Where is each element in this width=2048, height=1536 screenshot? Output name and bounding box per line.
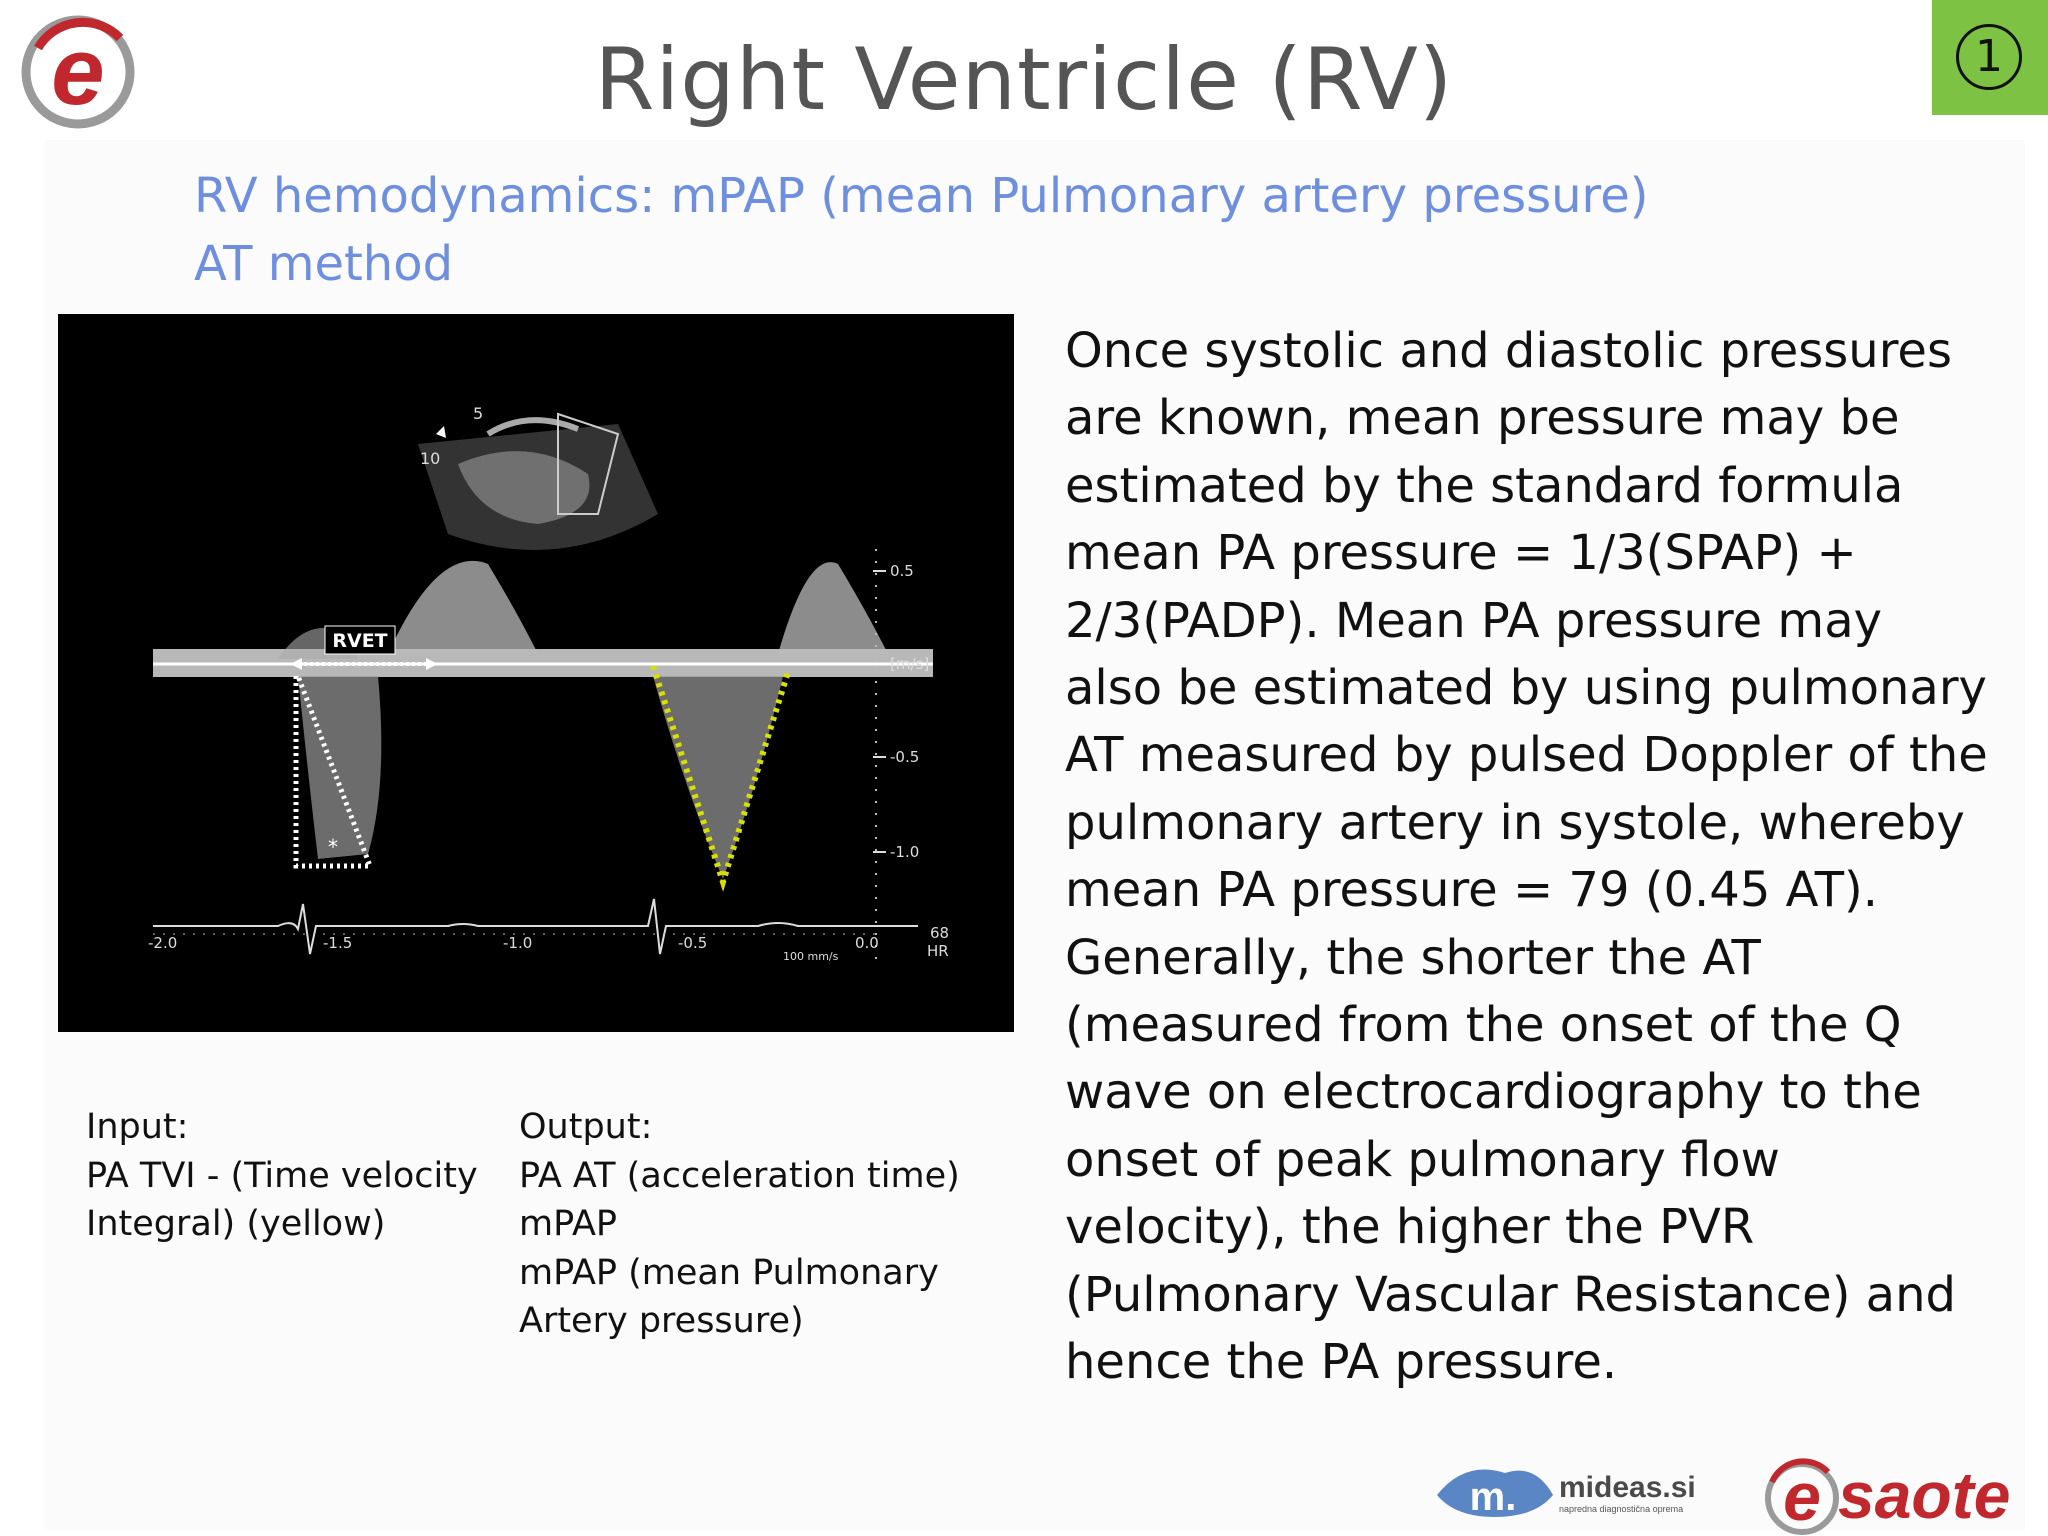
body-line: hence the PA pressure. bbox=[1065, 1334, 1618, 1391]
input-line: Integral) (yellow) bbox=[86, 1204, 386, 1244]
probe-label-10: 10 bbox=[420, 449, 441, 468]
esaote-logo bbox=[1760, 1450, 2030, 1536]
y-tick-unit: [m/s] bbox=[890, 655, 930, 673]
body-line: AT measured by pulsed Doppler of the bbox=[1065, 727, 1988, 784]
x-tick-minus-1.5: -1.5 bbox=[323, 934, 353, 952]
output-heading: Output: bbox=[519, 1107, 653, 1147]
subtitle-line-1: RV hemodynamics: mPAP (mean Pulmonary artery pressure) bbox=[194, 168, 1649, 224]
page-title: Right Ventricle (RV) bbox=[594, 30, 1454, 130]
output-line: Artery pressure) bbox=[519, 1301, 804, 1341]
y-tick-minus-0.5: -0.5 bbox=[890, 748, 920, 766]
body-line: pulmonary artery in systole, whereby bbox=[1065, 794, 1965, 851]
y-tick-0.5: 0.5 bbox=[890, 562, 914, 580]
esaote-wordmark: saote bbox=[1838, 1458, 2011, 1532]
page-number: 1 bbox=[1956, 24, 2022, 90]
x-tick-0.0: 0.0 bbox=[855, 934, 879, 952]
body-line: wave on electrocardiography to the bbox=[1065, 1064, 1922, 1121]
page-number-badge bbox=[1932, 0, 2048, 115]
output-line: PA AT (acceleration time) bbox=[519, 1155, 960, 1196]
output-block bbox=[519, 1103, 960, 1346]
asterisk-marker: * bbox=[328, 835, 338, 859]
mideas-tagline: napredna diagnostična oprema bbox=[1559, 1504, 1684, 1514]
body-paragraph bbox=[1065, 318, 2005, 1397]
input-line: PA TVI - (Time velocity bbox=[86, 1155, 478, 1196]
output-line: mPAP (mean Pulmonary bbox=[519, 1252, 939, 1293]
doppler-figure bbox=[58, 314, 1014, 1032]
logo-letter: e bbox=[51, 18, 105, 125]
mideas-name: mideas.si bbox=[1559, 1471, 1696, 1504]
esaote-e: e bbox=[1783, 1459, 1821, 1535]
sweep-speed: 100 mm/s bbox=[783, 950, 839, 963]
body-line: mean PA pressure = 79 (0.45 AT). bbox=[1065, 862, 1879, 919]
input-block bbox=[86, 1103, 478, 1249]
x-tick-minus-0.5: -0.5 bbox=[678, 934, 708, 952]
body-line: are known, mean pressure may be bbox=[1065, 390, 1900, 447]
output-line: mPAP bbox=[519, 1204, 618, 1244]
probe-label-5: 5 bbox=[473, 404, 484, 423]
body-line: velocity), the higher the PVR bbox=[1065, 1199, 1755, 1256]
body-line: (Pulmonary Vascular Resistance) and bbox=[1065, 1266, 1956, 1323]
body-line: Generally, the shorter the AT bbox=[1065, 929, 1761, 986]
subtitle bbox=[194, 162, 1648, 298]
body-line: (measured from the onset of the Q bbox=[1065, 997, 1902, 1054]
mideas-logo bbox=[1435, 1455, 1715, 1525]
body-line: mean PA pressure = 1/3(SPAP) + bbox=[1065, 525, 1857, 582]
body-line: estimated by the standard formula bbox=[1065, 457, 1904, 514]
y-tick-minus-1.0: -1.0 bbox=[890, 843, 920, 861]
input-heading: Input: bbox=[86, 1107, 189, 1147]
body-line: Once systolic and diastolic pressures bbox=[1065, 323, 1952, 379]
rvet-label: RVET bbox=[332, 630, 388, 652]
hr-value: 68 bbox=[930, 924, 950, 942]
subtitle-line-2: AT method bbox=[194, 236, 454, 292]
x-tick-minus-1.0: -1.0 bbox=[503, 934, 533, 952]
hr-label: HR bbox=[927, 942, 949, 960]
body-line: 2/3(PADP). Mean PA pressure may bbox=[1065, 592, 1883, 649]
body-line: also be estimated by using pulmonary bbox=[1065, 660, 1987, 717]
x-tick-minus-2.0: -2.0 bbox=[148, 934, 178, 952]
mideas-m: m. bbox=[1469, 1475, 1517, 1519]
body-line: onset of peak pulmonary flow bbox=[1065, 1131, 1780, 1188]
